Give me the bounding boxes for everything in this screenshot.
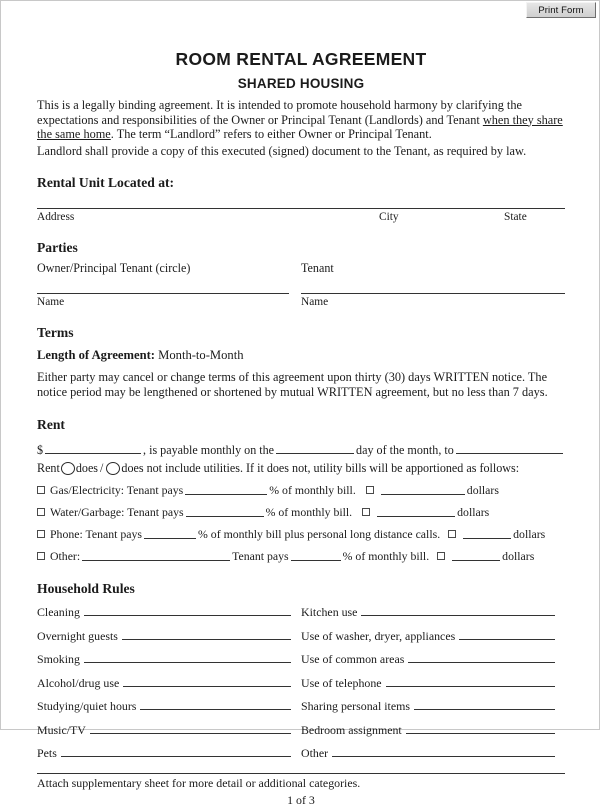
address-caption: Address — [37, 211, 75, 224]
rule-input-pets[interactable] — [61, 748, 291, 757]
intro-text-part1: This is a legally binding agreement. It is intended to promote household harmony by clarifying the expectations and responsibilities of the Owner or Principal Tenant (Landlords) and Tenant — [37, 98, 522, 127]
rule-input-smoking[interactable] — [84, 654, 291, 663]
rent-word: Rent — [37, 460, 60, 475]
parties-heading: Parties — [37, 240, 78, 256]
parties-name-captions — [37, 296, 565, 308]
household-rules-row — [37, 699, 565, 714]
utility-row-phone — [37, 527, 565, 542]
other-percent-suffix: % of monthly bill. — [342, 548, 430, 563]
page-subtitle: SHARED HOUSING — [237, 76, 365, 91]
rent-payable-text: , is payable monthly on the — [143, 442, 275, 457]
household-rules-row — [37, 629, 565, 644]
rule-input-kitchen-use[interactable] — [361, 607, 555, 616]
document-body — [37, 1, 565, 808]
rule-label-other: Other — [301, 746, 329, 761]
checkbox-other[interactable] — [37, 552, 45, 560]
rule-label-washer-dryer-appliances: Use of washer, dryer, appliances — [301, 628, 456, 643]
phone-dollars-label: dollars — [513, 526, 546, 541]
other-mid-text: Tenant pays — [232, 548, 289, 563]
circle-does-not-option[interactable] — [106, 462, 120, 475]
state-caption: State — [504, 211, 527, 224]
owner-name-line[interactable] — [37, 293, 289, 294]
household-rules-list — [37, 605, 565, 761]
rule-label-common-areas: Use of common areas — [301, 652, 405, 667]
rule-input-washer-dryer-appliances[interactable] — [459, 631, 555, 640]
phone-percent-input[interactable] — [144, 529, 196, 539]
address-line[interactable] — [37, 208, 565, 209]
household-rules-row — [37, 676, 565, 691]
rule-input-bedroom-assignment[interactable] — [406, 725, 555, 734]
household-rules-row — [37, 746, 565, 761]
rule-studying-quiet-hours — [37, 699, 301, 714]
checkbox-gas-electricity[interactable] — [37, 486, 45, 494]
parties-name-lines — [37, 293, 565, 294]
rent-payee-input[interactable] — [456, 444, 563, 454]
tenant-name-line[interactable] — [301, 293, 565, 294]
checkbox-water-garbage-dollars[interactable] — [362, 508, 370, 516]
does-word: does — [75, 460, 99, 475]
rule-label-kitchen-use: Kitchen use — [301, 605, 358, 620]
household-rules-row — [37, 652, 565, 667]
intro-text-underlined: when they share the same home — [37, 112, 563, 142]
parties-labels — [37, 261, 565, 276]
utility-row-other — [37, 549, 565, 564]
checkbox-water-garbage[interactable] — [37, 508, 45, 516]
utility-label-water-garbage: Water/Garbage: Tenant pays — [50, 504, 184, 519]
owner-principal-tenant-label: Owner/Principal Tenant (circle) — [37, 261, 191, 276]
checkbox-other-dollars[interactable] — [437, 552, 445, 560]
length-of-agreement — [37, 348, 565, 363]
rule-input-music-tv[interactable] — [90, 725, 291, 734]
other-name-input[interactable] — [82, 551, 230, 561]
dollar-sign: $ — [37, 442, 44, 457]
rule-telephone — [301, 676, 565, 691]
other-dollars-input[interactable] — [452, 551, 500, 561]
length-of-agreement-label: Length of Agreement: — [37, 348, 155, 363]
checkbox-phone-dollars[interactable] — [448, 530, 456, 538]
rule-label-smoking: Smoking — [37, 652, 80, 667]
rent-amount-line — [37, 443, 565, 458]
rule-label-studying-quiet-hours: Studying/quiet hours — [37, 699, 137, 714]
phone-percent-suffix: % of monthly bill plus personal long distance calls. — [198, 526, 441, 541]
water-garbage-dollars-label: dollars — [457, 504, 490, 519]
rule-input-telephone[interactable] — [386, 678, 555, 687]
utility-row-water-garbage — [37, 505, 565, 520]
gas-electricity-dollars-input[interactable] — [381, 485, 465, 495]
rule-label-bedroom-assignment: Bedroom assignment — [301, 722, 402, 737]
rule-common-areas — [301, 652, 565, 667]
utility-label-gas-electricity: Gas/Electricity: Tenant pays — [50, 482, 184, 497]
slash-separator: / — [100, 460, 104, 475]
rule-input-common-areas[interactable] — [408, 654, 555, 663]
other-dollars-label: dollars — [502, 548, 535, 563]
attach-note: Attach supplementary sheet for more detail or additional categories. — [37, 776, 361, 791]
checkbox-gas-electricity-dollars[interactable] — [366, 486, 374, 494]
rent-utilities-line — [37, 461, 565, 476]
checkbox-phone[interactable] — [37, 530, 45, 538]
water-garbage-percent-suffix: % of monthly bill. — [265, 504, 353, 519]
rent-amount-input[interactable] — [45, 444, 141, 454]
rule-cleaning — [37, 605, 301, 620]
household-rules-heading: Household Rules — [37, 580, 135, 596]
rule-overnight-guests — [37, 629, 301, 644]
length-of-agreement-value: Month-to-Month — [155, 348, 244, 363]
rule-label-pets: Pets — [37, 746, 57, 761]
rental-unit-heading: Rental Unit Located at: — [37, 175, 175, 191]
rule-pets — [37, 746, 301, 761]
intro-text-part2: . The term “Landlord” refers to either Owner or Principal Tenant. — [110, 127, 432, 142]
page-number: 1 of 3 — [287, 793, 315, 808]
gas-electricity-percent-input[interactable] — [185, 485, 267, 495]
rule-label-sharing-personal-items: Sharing personal items — [301, 699, 410, 714]
water-garbage-percent-input[interactable] — [186, 507, 264, 517]
rule-alcohol-drug-use — [37, 676, 301, 691]
rule-label-music-tv: Music/TV — [37, 722, 86, 737]
rule-washer-dryer-appliances — [301, 629, 565, 644]
rule-bedroom-assignment — [301, 723, 565, 738]
owner-name-caption: Name — [37, 296, 65, 309]
does-not-text: does not include utilities. If it does not, utility bills will be apportioned as follows: — [121, 460, 520, 475]
tenant-label: Tenant — [301, 261, 334, 276]
rule-sharing-personal-items — [301, 699, 565, 714]
phone-dollars-input[interactable] — [463, 529, 511, 539]
rule-input-alcohol-drug-use[interactable] — [123, 678, 291, 687]
rule-input-sharing-personal-items[interactable] — [414, 701, 555, 710]
rule-input-cleaning[interactable] — [84, 607, 291, 616]
utility-label-phone: Phone: Tenant pays — [50, 526, 143, 541]
rule-smoking — [37, 652, 301, 667]
water-garbage-dollars-input[interactable] — [377, 507, 455, 517]
tenant-name-caption: Name — [301, 296, 329, 309]
rule-music-tv — [37, 723, 301, 738]
rule-other — [301, 746, 565, 761]
other-percent-input[interactable] — [291, 551, 341, 561]
rule-label-alcohol-drug-use: Alcohol/drug use — [37, 675, 120, 690]
terms-heading: Terms — [37, 325, 74, 341]
section-divider — [37, 773, 565, 774]
gas-electricity-dollars-label: dollars — [466, 482, 499, 497]
address-captions — [37, 211, 565, 223]
rent-day-text: day of the month, to — [356, 442, 454, 457]
rule-input-overnight-guests[interactable] — [122, 631, 291, 640]
intro-paragraph — [37, 98, 565, 142]
rule-label-overnight-guests: Overnight guests — [37, 628, 118, 643]
rule-kitchen-use — [301, 605, 565, 620]
rule-input-studying-quiet-hours[interactable] — [140, 701, 291, 710]
rule-label-telephone: Use of telephone — [301, 675, 382, 690]
rent-heading: Rent — [37, 416, 65, 432]
circle-does-option[interactable] — [61, 462, 75, 475]
city-caption: City — [379, 211, 399, 224]
gas-electricity-percent-suffix: % of monthly bill. — [269, 482, 356, 497]
print-form-label: Print Form — [538, 4, 584, 16]
intro-paragraph-line2: Landlord shall provide a copy of this executed (signed) document to the Tenant, as required by law. — [37, 143, 527, 158]
utility-label-other: Other: — [50, 548, 81, 563]
page-title: ROOM RENTAL AGREEMENT — [175, 49, 427, 69]
utility-row-gas-electricity — [37, 483, 565, 498]
household-rules-row — [37, 723, 565, 738]
household-rules-row — [37, 605, 565, 620]
rule-label-cleaning: Cleaning — [37, 605, 80, 620]
rule-input-other[interactable] — [332, 748, 555, 757]
rent-day-input[interactable] — [276, 444, 354, 454]
terms-body: Either party may cancel or change terms of this agreement upon thirty (30) days WRITTEN notice. The notice period may be lengthened or shortened by mutual WRITTEN agreement, but no less than 7 days. — [37, 370, 548, 399]
